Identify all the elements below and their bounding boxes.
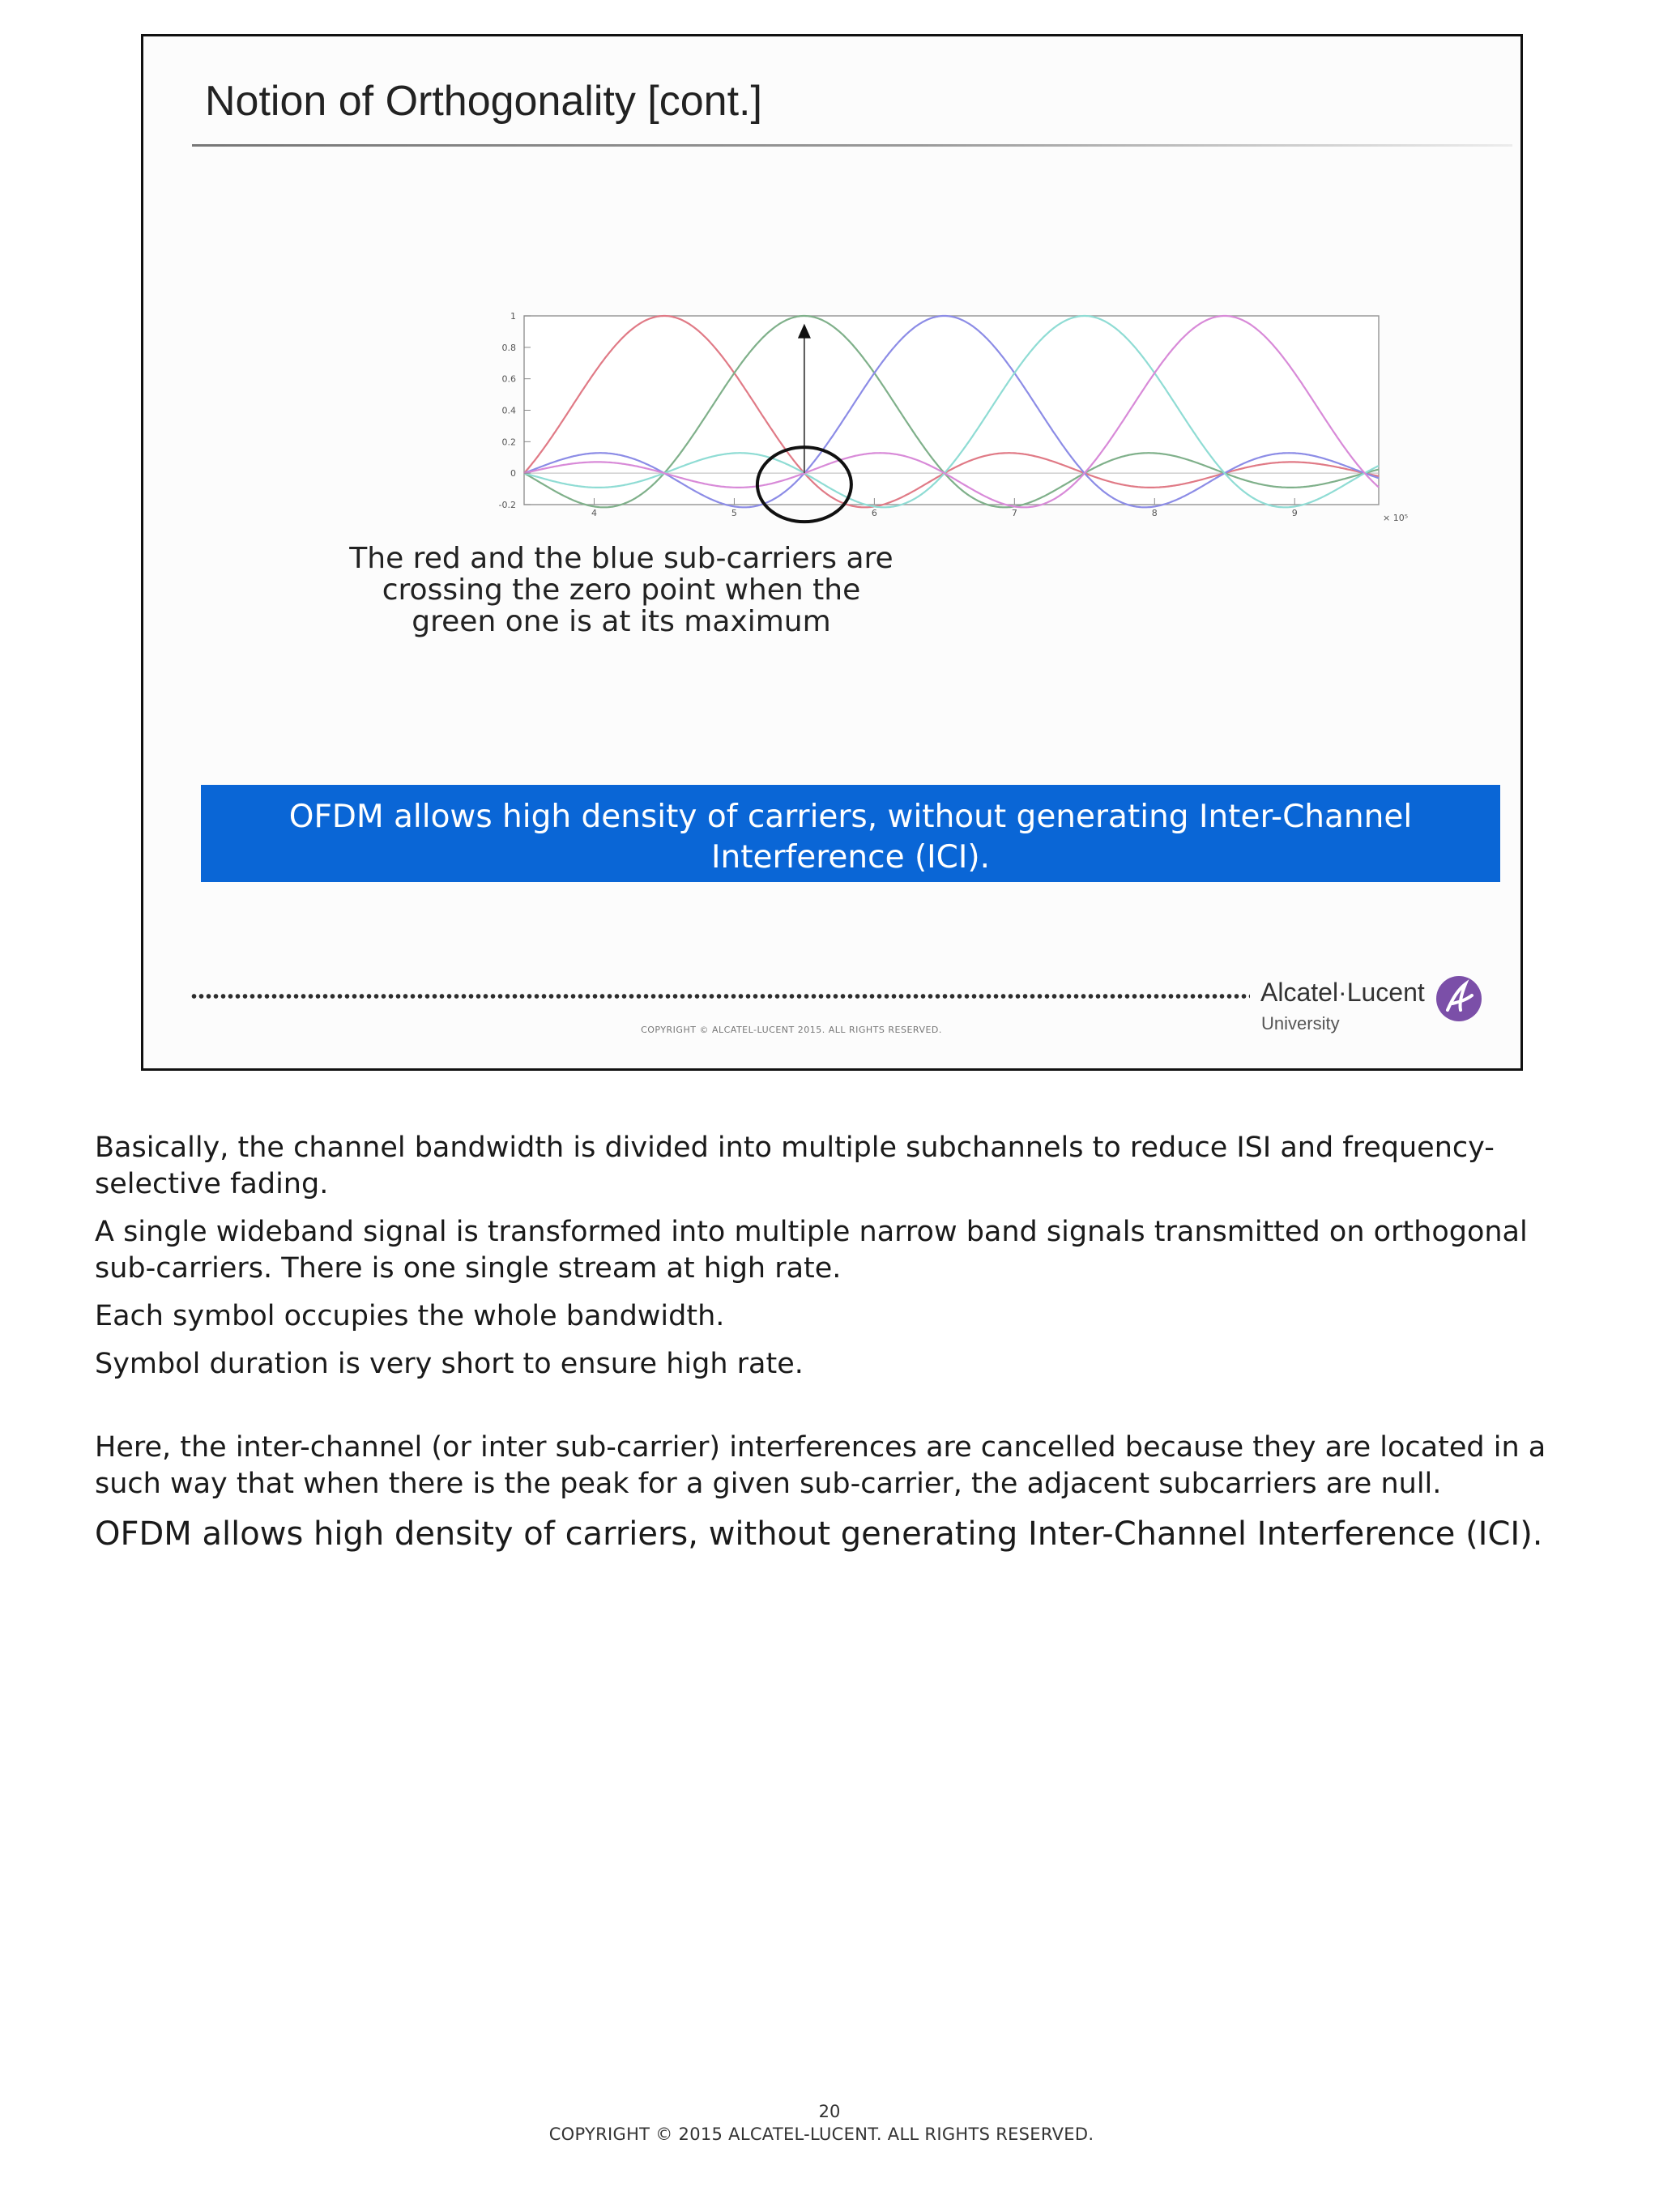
slide-title: Notion of Orthogonality [cont.] (205, 78, 762, 125)
paragraph-4: Symbol duration is very short to ensure high rate. (95, 1348, 804, 1380)
key-message-banner (201, 785, 1500, 882)
paragraph-2: A single wideband signal is transformed into multiple narrow band signals transmitted on orthogonal sub-carriers. There is one single stream at high rate. (95, 1216, 1528, 1285)
x-axis-multiplier: × 10⁵ (1383, 513, 1409, 523)
subcarrier-chart (330, 300, 1415, 543)
dotted-divider (190, 993, 1250, 999)
slide-image (141, 34, 1523, 1071)
x-tick-label: 8 (1151, 508, 1158, 518)
paragraph-1: Basically, the channel bandwidth is divided into multiple subchannels to reduce ISI and frequency-selective fading. (95, 1132, 1495, 1200)
page-copyright: COPYRIGHT © 2015 ALCATEL-LUCENT. ALL RIGHTS RESERVED. (548, 2125, 1094, 2144)
paragraph-3: Each symbol occupies the whole bandwidth. (95, 1300, 725, 1332)
banner-text: OFDM allows high density of carriers, without generating Inter-Channel Interference (ICI). (288, 799, 1413, 876)
y-tick-label: 0.2 (501, 437, 516, 448)
x-tick-label: 4 (591, 508, 597, 518)
y-tick-label: 0.4 (501, 405, 516, 416)
x-tick-label: 6 (871, 508, 877, 518)
paragraph-5: Here, the inter-channel (or inter sub-carrier) interferences are cancelled because they are located in a such way that when there is the peak for a given sub-carrier, the adjacent subcarriers are null. (95, 1431, 1546, 1500)
logo-wordmark: Alcatel·Lucent (1260, 978, 1425, 1007)
body-text (95, 1130, 1569, 1566)
title-divider (192, 144, 1512, 147)
x-tick-label: 7 (1011, 508, 1017, 518)
y-tick-label: 0.6 (501, 373, 516, 385)
y-tick-label: 0.8 (501, 342, 516, 353)
alcatel-lucent-logo-icon (1435, 974, 1483, 1023)
x-tick-label: 5 (731, 508, 737, 518)
y-tick-label: 1 (510, 311, 516, 322)
logo-subtitle: University (1261, 1013, 1340, 1034)
page-number: 20 (818, 2102, 841, 2121)
y-tick-label: -0.2 (498, 500, 516, 510)
x-tick-label: 9 (1291, 508, 1298, 518)
paragraph-6: OFDM allows high density of carriers, without generating Inter-Channel Interference (ICI). (95, 1515, 1543, 1553)
slide-copyright: COPYRIGHT © ALCATEL-LUCENT 2015. ALL RIGHTS RESERVED. (641, 1025, 942, 1035)
y-tick-label: 0 (510, 468, 516, 479)
chart-caption: The red and the blue sub-carriers are crossing the zero point when the green one is at its maximum (349, 542, 893, 638)
